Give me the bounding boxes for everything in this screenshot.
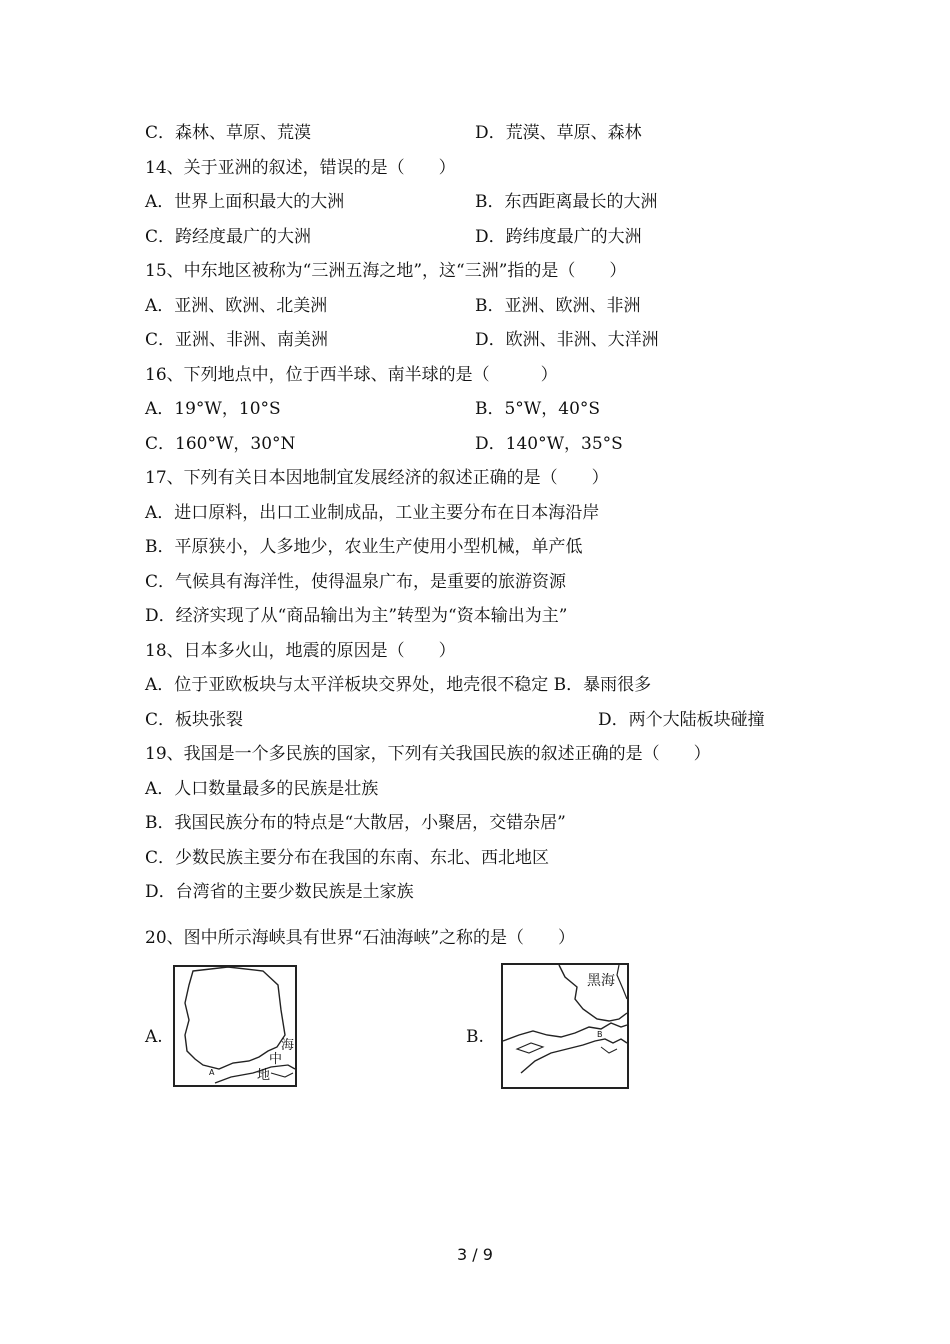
q19-option-d: D．台湾省的主要少数民族是土家族: [145, 882, 414, 902]
q16-option-d: D．140°W，35°S: [475, 434, 623, 454]
q14-option-c: C．跨经度最广的大洲: [145, 227, 312, 247]
q18-option-ab: A．位于亚欧板块与太平洋板块交界处，地壳很不稳定 B．暴雨很多: [145, 675, 652, 695]
q15-stem: 15、中东地区被称为“三洲五海之地”，这“三洲”指的是（ ）: [145, 261, 627, 281]
q20-stem: 20、图中所示海峡具有世界“石油海峡”之称的是（ ）: [145, 928, 576, 948]
q13-option-d: D．荒漠、草原、森林: [475, 123, 642, 143]
q15-option-b: B．亚洲、欧洲、非洲: [475, 296, 641, 316]
q16-option-b: B．5°W，40°S: [475, 399, 601, 419]
map-b-point-label: B: [597, 1030, 603, 1039]
q18-option-c: C．板块张裂: [145, 710, 244, 730]
q14-option-b: B．东西距离最长的大洲: [475, 192, 658, 212]
q18-stem: 18、日本多火山，地震的原因是（ ）: [145, 641, 456, 661]
q15-option-c: C．亚洲、非洲、南美洲: [145, 330, 329, 350]
map-gibraltar-strait: [173, 965, 298, 1088]
q19-option-c: C．少数民族主要分布在我国的东南、东北、西北地区: [145, 848, 550, 868]
q20-option-b-label: B.: [466, 1027, 484, 1047]
q16-option-c: C．160°W，30°N: [145, 434, 296, 454]
map-a-text-zhong: 中: [269, 1052, 283, 1067]
map-a-text-di: 地: [257, 1068, 271, 1083]
q14-option-d: D．跨纬度最广的大洲: [475, 227, 642, 247]
q19-option-b: B．我国民族分布的特点是“大散居，小聚居，交错杂居”: [145, 813, 566, 833]
q17-option-a: A．进口原料，出口工业制成品，工业主要分布在日本海沿岸: [145, 503, 600, 523]
q16-option-a: A．19°W，10°S: [145, 399, 281, 419]
q17-option-c: C．气候具有海洋性，使得温泉广布，是重要的旅游资源: [145, 572, 567, 592]
map-b-text-black-sea: 黑海: [587, 973, 615, 989]
q19-option-a: A．人口数量最多的民族是壮族: [145, 779, 379, 799]
q20-option-a-label: A.: [145, 1027, 163, 1047]
q17-stem: 17、下列有关日本因地制宜发展经济的叙述正确的是（ ）: [145, 468, 609, 488]
q18-option-d: D．两个大陆板块碰撞: [598, 710, 765, 730]
q16-stem: 16、下列地点中，位于西半球、南半球的是（ ）: [145, 365, 558, 385]
q19-stem: 19、我国是一个多民族的国家，下列有关我国民族的叙述正确的是（ ）: [145, 744, 711, 764]
q14-option-a: A．世界上面积最大的大洲: [145, 192, 345, 212]
q15-option-a: A．亚洲、欧洲、北美洲: [145, 296, 328, 316]
map-bosporus-strait: [501, 963, 629, 1089]
map-a-text-hai: 海: [281, 1038, 295, 1053]
q14-stem: 14、关于亚洲的叙述，错误的是（ ）: [145, 158, 456, 178]
q15-option-d: D．欧洲、非洲、大洋洲: [475, 330, 659, 350]
q17-option-b: B．平原狭小，人多地少，农业生产使用小型机械，单产低: [145, 537, 583, 557]
map-a-point-label: A: [209, 1068, 215, 1077]
q13-option-c: C．森林、草原、荒漠: [145, 123, 312, 143]
q17-option-d: D．经济实现了从“商品输出为主”转型为“资本输出为主”: [145, 606, 568, 626]
page-number: 3 / 9: [457, 1245, 493, 1264]
